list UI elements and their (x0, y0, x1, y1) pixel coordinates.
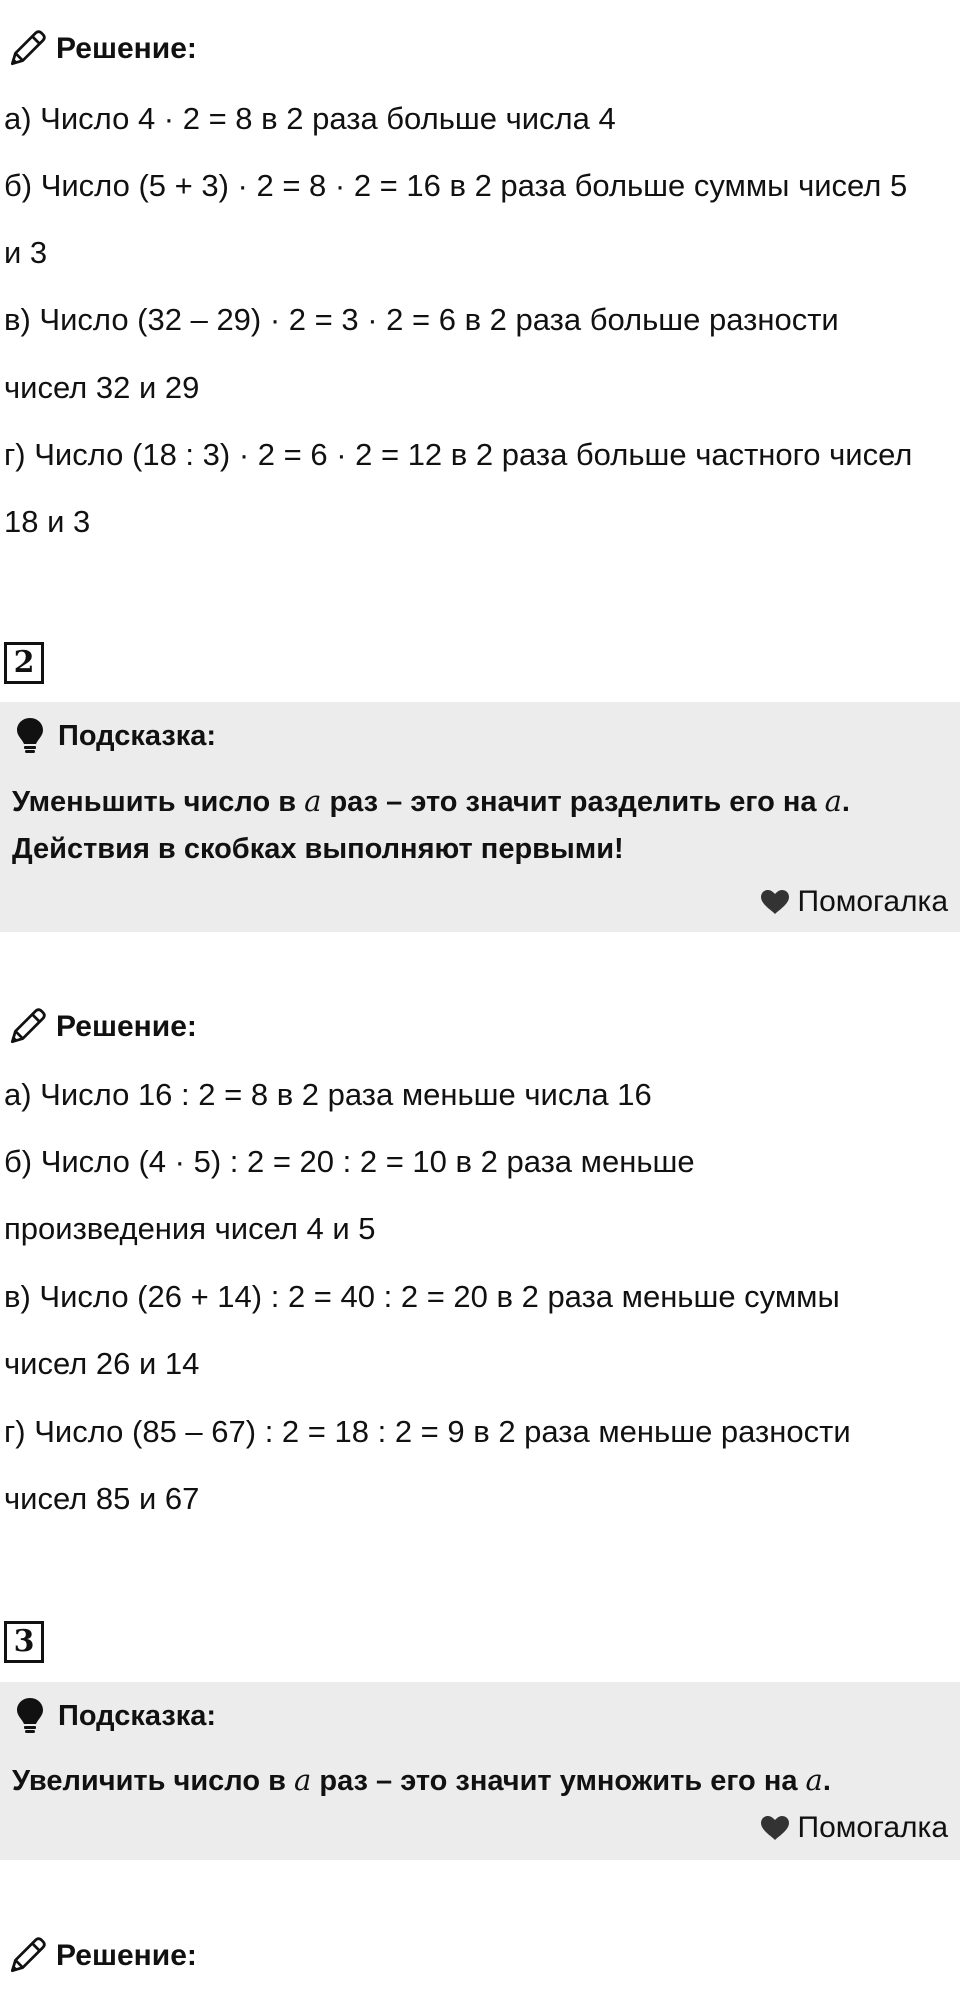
lightbulb-icon (16, 717, 44, 755)
hint-text-line-2: Действия в скобках выполняют первыми! (12, 833, 624, 865)
hint-text-period: . (841, 786, 850, 818)
footer-label: Помогалка (797, 1811, 948, 1844)
solution-label: Решение: (56, 1939, 197, 1972)
solution-line-g-cont: чисел 85 и 67 (4, 1481, 200, 1516)
heart-icon (760, 1815, 790, 1841)
solution-line-b-cont: произведения чисел 4 и 5 (4, 1211, 376, 1246)
solution-line-v-cont: чисел 32 и 29 (4, 370, 200, 405)
hint-text-period: . (822, 1765, 831, 1797)
hint-box (0, 702, 960, 932)
solution-line-v-cont: чисел 26 и 14 (4, 1346, 200, 1381)
hint-text-part: раз – это значит умножить его на (311, 1765, 806, 1797)
variable-a: a (294, 1763, 312, 1797)
task-number-3: 3 (4, 1621, 44, 1663)
variable-a: a (824, 784, 842, 818)
hint-heading (16, 714, 216, 758)
solution-line-b: б) Число (4 · 5) : 2 = 20 : 2 = 10 в 2 раза меньше (4, 1144, 695, 1179)
hint-footer (760, 882, 949, 922)
hint-text-line-1 (12, 777, 850, 826)
pencil-icon (6, 1006, 48, 1048)
solution-line-v: в) Число (32 – 29) · 2 = 3 · 2 = 6 в 2 раза больше разности (4, 302, 839, 337)
footer-label: Помогалка (797, 885, 948, 918)
heart-icon (760, 889, 790, 915)
solution-line-b-cont: и 3 (4, 235, 48, 270)
pencil-icon (6, 1935, 48, 1977)
hint-heading (16, 1694, 216, 1738)
hint-text-part: раз – это значит разделить его на (321, 786, 825, 818)
hint-label: Подсказка: (58, 1699, 217, 1732)
lightbulb-icon (16, 1697, 44, 1735)
solution-line-a: а) Число 16 : 2 = 8 в 2 раза меньше числа 16 (4, 1077, 652, 1112)
variable-a: a (805, 1763, 823, 1797)
hint-label: Подсказка: (58, 719, 217, 752)
solution-line-a: а) Число 4 · 2 = 8 в 2 раза больше числа 4 (4, 101, 616, 136)
solution-line-b: б) Число (5 + 3) · 2 = 8 · 2 = 16 в 2 раза больше суммы чисел 5 (4, 168, 908, 203)
hint-text-part: Увеличить число в (12, 1765, 294, 1797)
solution-line-g: г) Число (18 : 3) · 2 = 6 · 2 = 12 в 2 раза больше частного чисел (4, 437, 913, 472)
solution-line-v: в) Число (26 + 14) : 2 = 40 : 2 = 20 в 2 раза меньше суммы (4, 1279, 840, 1314)
solution-label: Решение: (56, 32, 197, 65)
solution-line-g: г) Число (85 – 67) : 2 = 18 : 2 = 9 в 2 раза меньше разности (4, 1414, 851, 1449)
solution-heading (6, 26, 197, 72)
solution-line-g-cont: 18 и 3 (4, 504, 91, 539)
variable-a: a (304, 784, 322, 818)
pencil-icon (6, 28, 48, 70)
hint-text-line-1 (12, 1756, 831, 1805)
solution-heading (6, 1004, 197, 1050)
hint-text-part: Уменьшить число в (12, 786, 305, 818)
solution-label: Решение: (56, 1010, 197, 1043)
solution-heading (6, 1933, 197, 1979)
hint-footer (760, 1808, 949, 1848)
hint-box (0, 1682, 960, 1860)
task-number-2: 2 (4, 642, 44, 684)
